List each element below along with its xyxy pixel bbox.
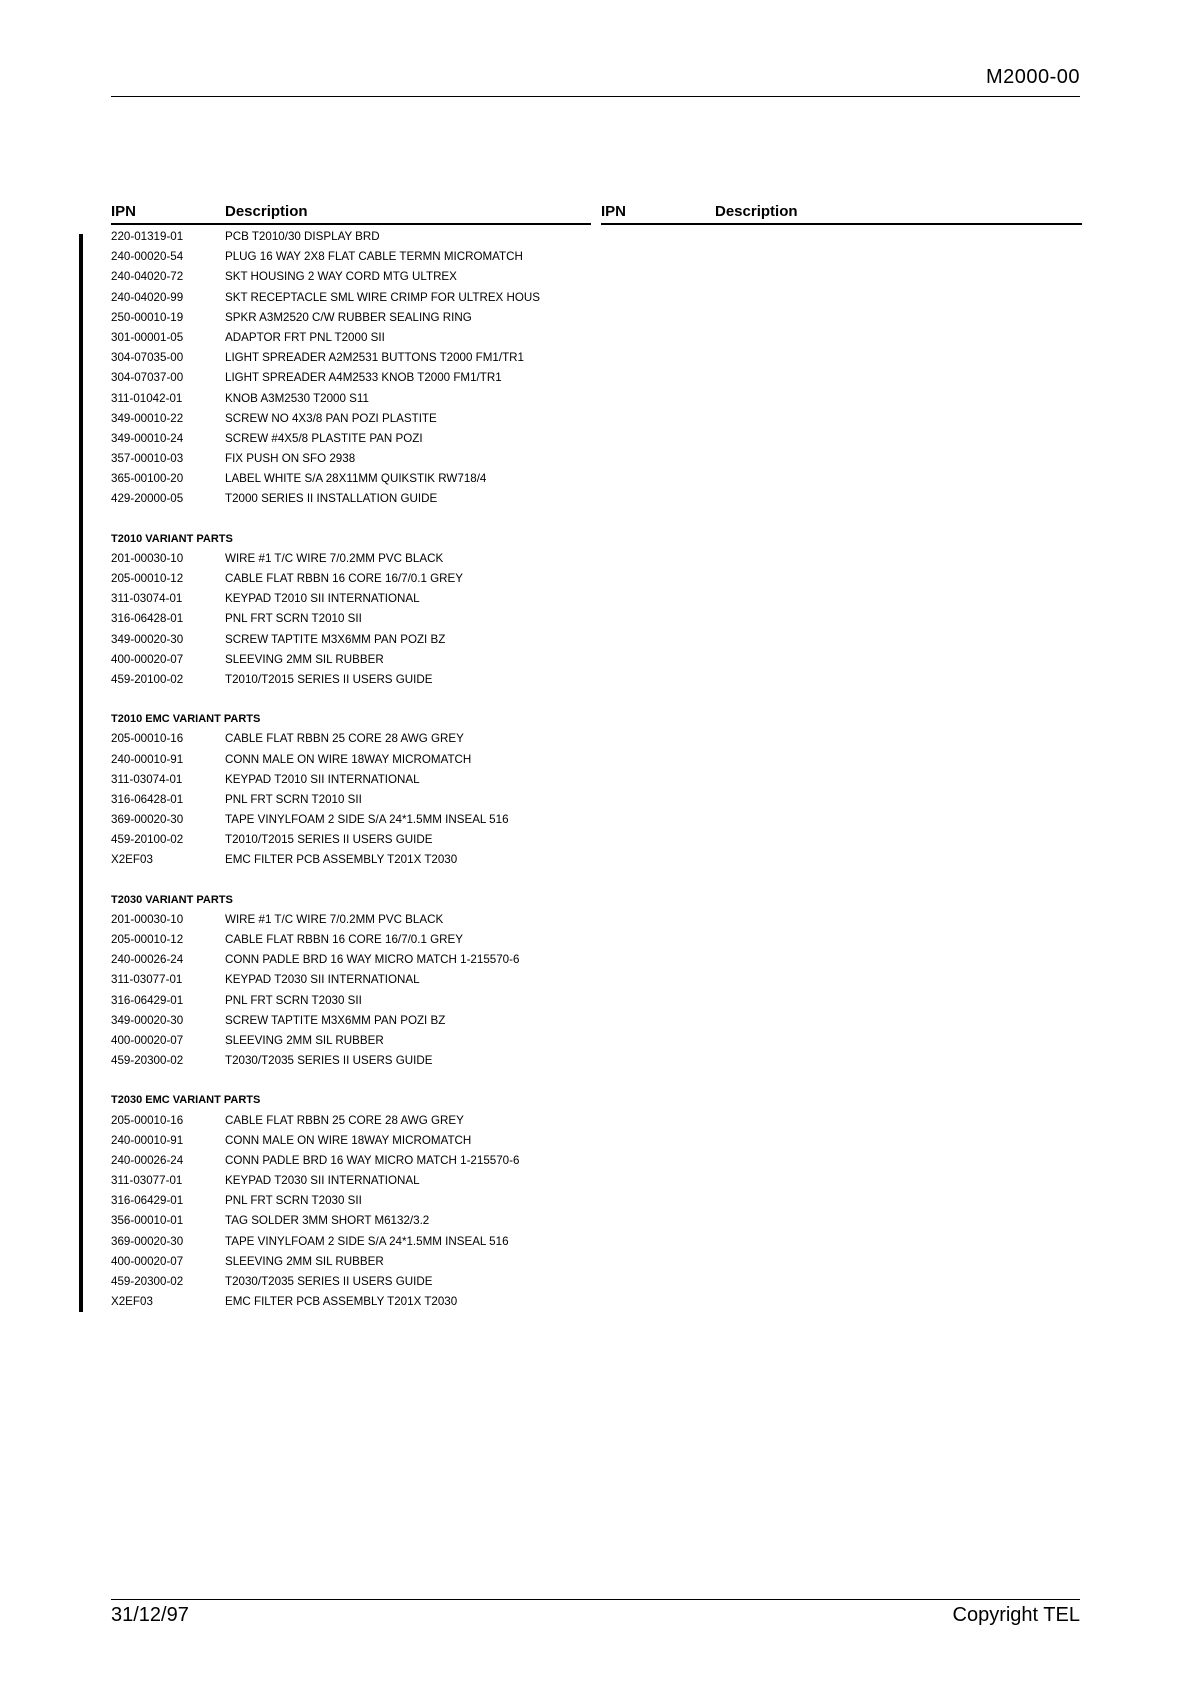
part-description: SLEEVING 2MM SIL RUBBER — [225, 652, 384, 666]
part-row — [111, 569, 591, 589]
footer-rule — [111, 1599, 1080, 1600]
part-row — [111, 930, 591, 950]
part-description: CONN MALE ON WIRE 18WAY MICROMATCH — [225, 752, 472, 766]
part-row — [111, 1252, 591, 1272]
header-rule — [111, 96, 1080, 97]
part-description: CABLE FLAT RBBN 16 CORE 16/7/0.1 GREY — [225, 933, 463, 946]
part-row — [111, 1171, 591, 1191]
part-ipn: 240-00026-24 — [111, 1153, 184, 1167]
part-ipn: 349-00010-22 — [111, 411, 184, 425]
part-description: CABLE FLAT RBBN 25 CORE 28 AWG GREY — [225, 1113, 464, 1127]
part-ipn: 316-06428-01 — [111, 792, 184, 806]
part-row — [111, 910, 591, 930]
part-ipn: 205-00010-16 — [111, 1113, 184, 1127]
part-description: LABEL WHITE S/A 28X11MM QUIKSTIK RW718/4 — [225, 472, 487, 486]
part-row — [111, 1111, 591, 1131]
part-ipn: 316-06429-01 — [111, 993, 184, 1007]
part-description: KEYPAD T2010 SII INTERNATIONAL — [225, 772, 420, 786]
section-title: T2010 VARIANT PARTS — [111, 532, 233, 545]
part-row — [111, 1131, 591, 1151]
document-code: M2000-00 — [985, 66, 1080, 88]
part-ipn: 304-07037-00 — [111, 371, 184, 385]
part-row — [111, 489, 591, 509]
section-title: T2030 EMC VARIANT PARTS — [111, 1094, 261, 1107]
ipn-header: IPN — [601, 203, 627, 220]
part-description: KEYPAD T2030 SII INTERNATIONAL — [225, 973, 420, 987]
part-ipn: 400-00020-07 — [111, 1033, 184, 1047]
part-description: TAG SOLDER 3MM SHORT M6132/3.2 — [225, 1214, 430, 1228]
part-description: PCB T2010/30 DISPLAY BRD — [225, 230, 380, 243]
part-description: FIX PUSH ON SFO 2938 — [225, 452, 356, 466]
part-row — [111, 227, 591, 247]
part-row — [111, 449, 591, 469]
part-description: T2000 SERIES II INSTALLATION GUIDE — [225, 492, 438, 506]
footer-date: 31/12/97 — [111, 1604, 189, 1626]
part-description: SCREW #4X5/8 PLASTITE PAN POZI — [225, 431, 423, 445]
part-description: T2030/T2035 SERIES II USERS GUIDE — [225, 1054, 433, 1068]
part-ipn: 459-20300-02 — [111, 1054, 184, 1068]
part-description: LIGHT SPREADER A2M2531 BUTTONS T2000 FM1/TR1 — [225, 351, 524, 365]
part-description: LIGHT SPREADER A4M2533 KNOB T2000 FM1/TR1 — [225, 371, 502, 385]
part-description: EMC FILTER PCB ASSEMBLY T201X T2030 — [225, 1295, 458, 1309]
part-description: CABLE FLAT RBBN 25 CORE 28 AWG GREY — [225, 732, 464, 746]
part-row — [111, 991, 591, 1011]
part-row — [111, 247, 591, 267]
part-row — [111, 389, 591, 409]
description-header: Description — [715, 203, 798, 220]
part-ipn: 304-07035-00 — [111, 351, 184, 365]
part-row — [111, 1011, 591, 1031]
part-ipn: 349-00010-24 — [111, 431, 184, 445]
part-row — [111, 1272, 591, 1292]
part-description: SPKR A3M2520 C/W RUBBER SEALING RING — [225, 310, 472, 324]
part-description: EMC FILTER PCB ASSEMBLY T201X T2030 — [225, 853, 458, 867]
part-row — [111, 589, 591, 609]
part-description: CONN MALE ON WIRE 18WAY MICROMATCH — [225, 1133, 472, 1147]
part-description: SKT HOUSING 2 WAY CORD MTG ULTREX — [225, 270, 457, 284]
footer-copyright: Copyright TEL — [952, 1604, 1080, 1626]
part-description: TAPE VINYLFOAM 2 SIDE S/A 24*1.5MM INSEAL 516 — [225, 813, 509, 827]
part-ipn: 316-06428-01 — [111, 612, 184, 626]
part-ipn: 400-00020-07 — [111, 1254, 184, 1268]
part-ipn: 311-03074-01 — [111, 592, 183, 606]
part-ipn: 459-20300-02 — [111, 1275, 184, 1288]
part-description: SCREW NO 4X3/8 PAN POZI PLASTITE — [225, 411, 437, 425]
revision-bar — [79, 234, 83, 1312]
part-ipn: 205-00010-12 — [111, 572, 184, 585]
part-description: PNL FRT SCRN T2010 SII — [225, 612, 362, 626]
part-ipn: 240-00010-91 — [111, 1133, 184, 1147]
part-row — [111, 750, 591, 770]
part-row — [111, 1031, 591, 1051]
part-description: SKT RECEPTACLE SML WIRE CRIMP FOR ULTREX HOUS — [225, 290, 541, 304]
part-description: T2010/T2015 SERIES II USERS GUIDE — [225, 672, 433, 686]
section-title: T2010 EMC VARIANT PARTS — [111, 713, 261, 726]
part-row — [111, 670, 591, 690]
part-description: KEYPAD T2030 SII INTERNATIONAL — [225, 1174, 420, 1188]
part-description: CABLE FLAT RBBN 16 CORE 16/7/0.1 GREY — [225, 572, 463, 585]
section-title: T2030 VARIANT PARTS — [111, 893, 233, 906]
part-row — [111, 630, 591, 650]
part-description: PNL FRT SCRN T2030 SII — [225, 1194, 362, 1208]
part-ipn: 349-00020-30 — [111, 632, 184, 646]
part-ipn: 201-00030-10 — [111, 551, 184, 565]
part-description: T2010/T2015 SERIES II USERS GUIDE — [225, 833, 433, 847]
part-ipn: 240-00020-54 — [111, 250, 184, 264]
part-ipn: 205-00010-12 — [111, 933, 184, 946]
part-row — [111, 549, 591, 569]
part-ipn: 201-00030-10 — [111, 912, 184, 926]
ipn-header: IPN — [111, 203, 137, 220]
part-row — [111, 1292, 591, 1312]
part-ipn: 240-04020-72 — [111, 270, 184, 284]
part-description: KEYPAD T2010 SII INTERNATIONAL — [225, 592, 420, 606]
part-row — [111, 830, 591, 850]
part-row — [111, 850, 591, 870]
part-description: CONN PADLE BRD 16 WAY MICRO MATCH 1-215570-6 — [225, 953, 520, 967]
part-ipn: 240-04020-99 — [111, 290, 184, 304]
part-ipn: 356-00010-01 — [111, 1214, 184, 1228]
part-row — [111, 469, 591, 489]
part-ipn: 316-06429-01 — [111, 1194, 184, 1208]
part-description: SCREW TAPTITE M3X6MM PAN POZI BZ — [225, 632, 446, 646]
parts-list — [111, 227, 591, 1312]
part-row — [111, 609, 591, 629]
part-ipn: 459-20100-02 — [111, 672, 184, 686]
part-ipn: 311-03074-01 — [111, 772, 183, 786]
part-row — [111, 770, 591, 790]
part-row — [111, 308, 591, 328]
part-description: PNL FRT SCRN T2030 SII — [225, 993, 362, 1007]
part-row — [111, 970, 591, 990]
part-description: KNOB A3M2530 T2000 S11 — [225, 391, 369, 405]
part-ipn: 365-00100-20 — [111, 472, 184, 486]
column-header-right — [601, 203, 1082, 225]
part-row — [111, 729, 591, 749]
part-description: T2030/T2035 SERIES II USERS GUIDE — [225, 1275, 433, 1288]
part-ipn: 240-00010-91 — [111, 752, 184, 766]
part-row — [111, 810, 591, 830]
part-ipn: 205-00010-16 — [111, 732, 184, 746]
part-row — [111, 1151, 591, 1171]
part-ipn: 369-00020-30 — [111, 1234, 184, 1248]
part-description: PLUG 16 WAY 2X8 FLAT CABLE TERMN MICROMATCH — [225, 250, 523, 264]
part-description: TAPE VINYLFOAM 2 SIDE S/A 24*1.5MM INSEAL 516 — [225, 1234, 509, 1248]
part-ipn: 311-03077-01 — [111, 1174, 183, 1188]
part-ipn: 429-20000-05 — [111, 492, 184, 506]
part-row — [111, 267, 591, 287]
part-ipn: X2EF03 — [111, 853, 153, 867]
part-ipn: 349-00020-30 — [111, 1013, 184, 1027]
part-row — [111, 409, 591, 429]
part-ipn: 250-00010-19 — [111, 310, 184, 324]
part-row — [111, 429, 591, 449]
part-ipn: 459-20100-02 — [111, 833, 184, 847]
part-description: WIRE #1 T/C WIRE 7/0.2MM PVC BLACK — [225, 912, 444, 926]
part-description: WIRE #1 T/C WIRE 7/0.2MM PVC BLACK — [225, 551, 444, 565]
part-description: SLEEVING 2MM SIL RUBBER — [225, 1254, 384, 1268]
part-row — [111, 1191, 591, 1211]
part-row — [111, 1232, 591, 1252]
part-description: SLEEVING 2MM SIL RUBBER — [225, 1033, 384, 1047]
description-header: Description — [225, 203, 308, 220]
part-row — [111, 950, 591, 970]
part-ipn: 311-01042-01 — [111, 391, 183, 405]
part-ipn: 301-00001-05 — [111, 330, 184, 344]
part-ipn: 357-00010-03 — [111, 452, 184, 466]
part-description: CONN PADLE BRD 16 WAY MICRO MATCH 1-215570-6 — [225, 1153, 520, 1167]
part-row — [111, 328, 591, 348]
part-ipn: 311-03077-01 — [111, 973, 183, 987]
part-row — [111, 650, 591, 670]
part-description: PNL FRT SCRN T2010 SII — [225, 792, 362, 806]
part-row — [111, 790, 591, 810]
part-row — [111, 1051, 591, 1071]
column-header-left — [111, 203, 591, 225]
part-row — [111, 1211, 591, 1231]
part-description: SCREW TAPTITE M3X6MM PAN POZI BZ — [225, 1013, 446, 1027]
part-row — [111, 288, 591, 308]
part-ipn: X2EF03 — [111, 1295, 153, 1309]
part-row — [111, 348, 591, 368]
part-ipn: 369-00020-30 — [111, 813, 184, 827]
part-ipn: 240-00026-24 — [111, 953, 184, 967]
part-ipn: 400-00020-07 — [111, 652, 184, 666]
part-ipn: 220-01319-01 — [111, 230, 184, 243]
part-row — [111, 368, 591, 388]
part-description: ADAPTOR FRT PNL T2000 SII — [225, 330, 385, 344]
